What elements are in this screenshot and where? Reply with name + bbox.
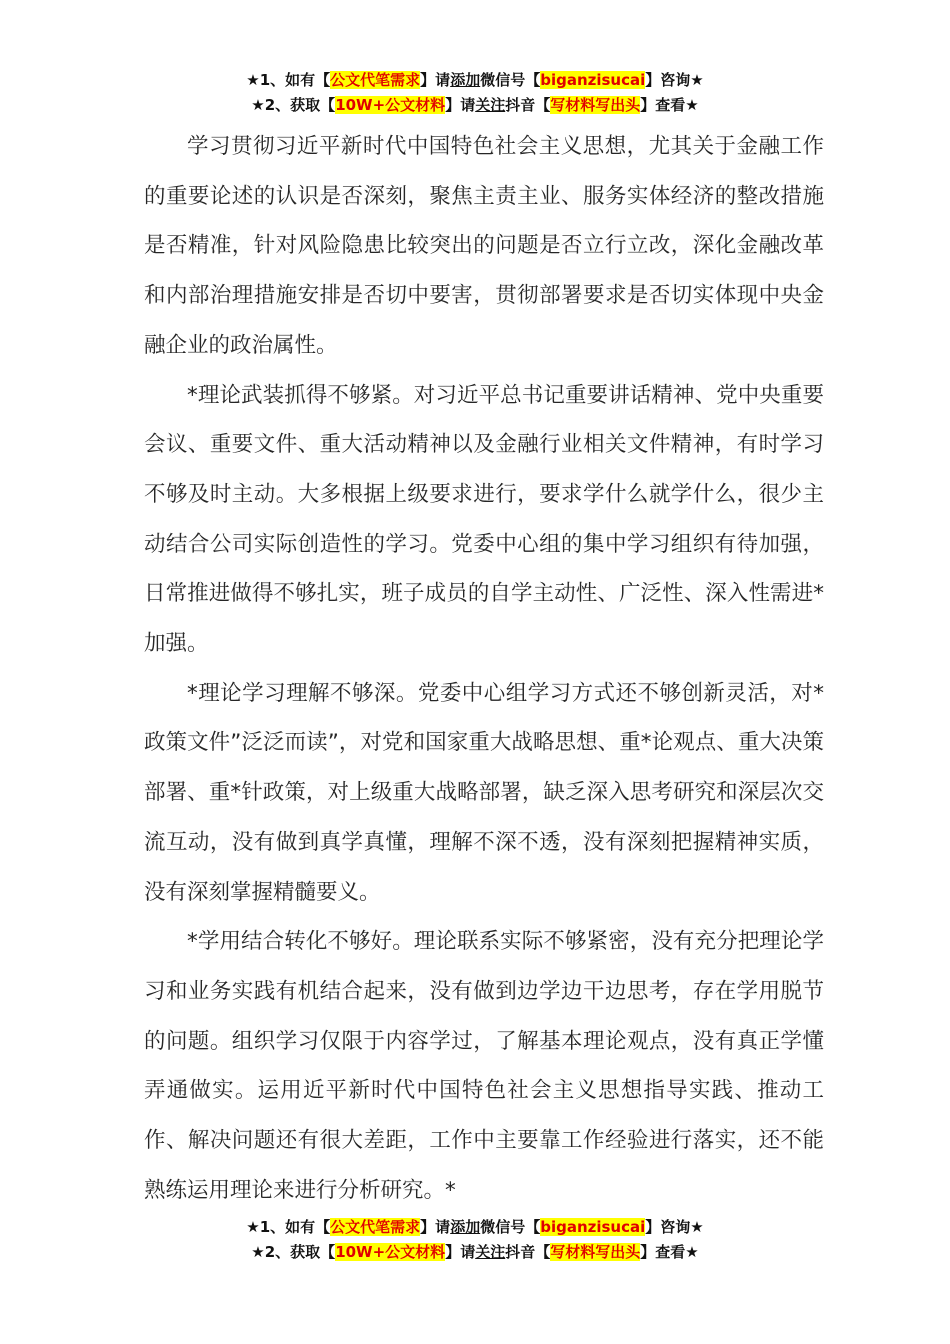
banner-text: 抖音【 <box>505 1243 551 1261</box>
banner-text: ★2、获取【 <box>251 96 336 114</box>
banner-highlight: 10W+公文材料 <box>335 96 446 114</box>
banner-text: 】请 <box>445 96 476 114</box>
header-banner <box>0 68 950 118</box>
banner-text: 】请 <box>420 71 451 89</box>
banner-text: 微信号【 <box>480 71 541 89</box>
footer-banner <box>0 1215 950 1265</box>
banner-highlight: 公文代笔需求 <box>330 71 421 89</box>
body-paragraph: *理论学习理解不够深。党委中心组学习方式还不够创新灵活，对*政策文件”泛泛而读”，对党和国家重大战略思想、重*论观点、重大决策部署、重*针政策，对上级重大战略部署，缺乏深入思考研究和深层次交流互动，没有做到真学真懂，理解不深不透，没有深刻把握精神实质，没有深刻掌握精髓要义。 <box>144 680 824 905</box>
document-body <box>144 122 824 1215</box>
body-paragraph: *理论武装抓得不够紧。对习近平总书记重要讲话精神、党中央重要会议、重要文件、重大活动精神以及金融行业相关文件精神，有时学习不够及时主动。大多根据上级要求进行，要求学什么就学什么，很少主动结合公司实际创造性的学习。党委中心组的集中学习组织有待加强，日常推进做得不够扎实，班子成员的自学主动性、广泛性、深入性需进*加强。 <box>144 382 824 657</box>
banner-text: 】查看★ <box>640 96 699 114</box>
banner-highlight: 写材料写出头 <box>550 1243 641 1261</box>
banner-line-1 <box>0 1215 950 1240</box>
banner-text: 】请 <box>420 1218 451 1236</box>
banner-underlined-text: 添加 <box>450 1218 481 1236</box>
banner-highlight: 写材料写出头 <box>550 96 641 114</box>
banner-text: ★1、如有【 <box>246 1218 331 1236</box>
banner-text: ★2、获取【 <box>251 1243 336 1261</box>
banner-highlight: biganzisucai <box>540 1218 646 1236</box>
banner-highlight: biganzisucai <box>540 71 646 89</box>
banner-line-2 <box>0 1240 950 1265</box>
banner-line-2 <box>0 93 950 118</box>
body-paragraph: 学习贯彻习近平新时代中国特色社会主义思想，尤其关于金融工作的重要论述的认识是否深刻，聚焦主责主业、服务实体经济的整改措施是否精准，针对风险隐患比较突出的问题是否立行立改，深化金融改革和内部治理措施安排是否切中要害，贯彻部署要求是否切实体现中央金融企业的政治属性。 <box>144 134 824 358</box>
banner-text: 】请 <box>445 1243 476 1261</box>
body-paragraph: *学用结合转化不够好。理论联系实际不够紧密，没有充分把理论学习和业务实践有机结合起来，没有做到边学边干边思考，存在学用脱节的问题。组织学习仅限于内容学过，了解基本理论观点，没有真正学懂弄通做实。运用近平新时代中国特色社会主义思想指导实践、推动工作、解决问题还有很大差距，工作中主要靠工作经验进行落实，还不能熟练运用理论来进行分析研究。* <box>144 929 824 1203</box>
banner-highlight: 10W+公文材料 <box>335 1243 446 1261</box>
banner-line-1 <box>0 68 950 93</box>
banner-text: ★1、如有【 <box>246 71 331 89</box>
banner-text: 】咨询★ <box>645 71 704 89</box>
banner-text: 微信号【 <box>480 1218 541 1236</box>
banner-text: 】咨询★ <box>645 1218 704 1236</box>
banner-underlined-text: 关注 <box>475 96 506 114</box>
banner-text: 】查看★ <box>640 1243 699 1261</box>
banner-underlined-text: 关注 <box>475 1243 506 1261</box>
banner-text: 抖音【 <box>505 96 551 114</box>
banner-highlight: 公文代笔需求 <box>330 1218 421 1236</box>
banner-underlined-text: 添加 <box>450 71 481 89</box>
